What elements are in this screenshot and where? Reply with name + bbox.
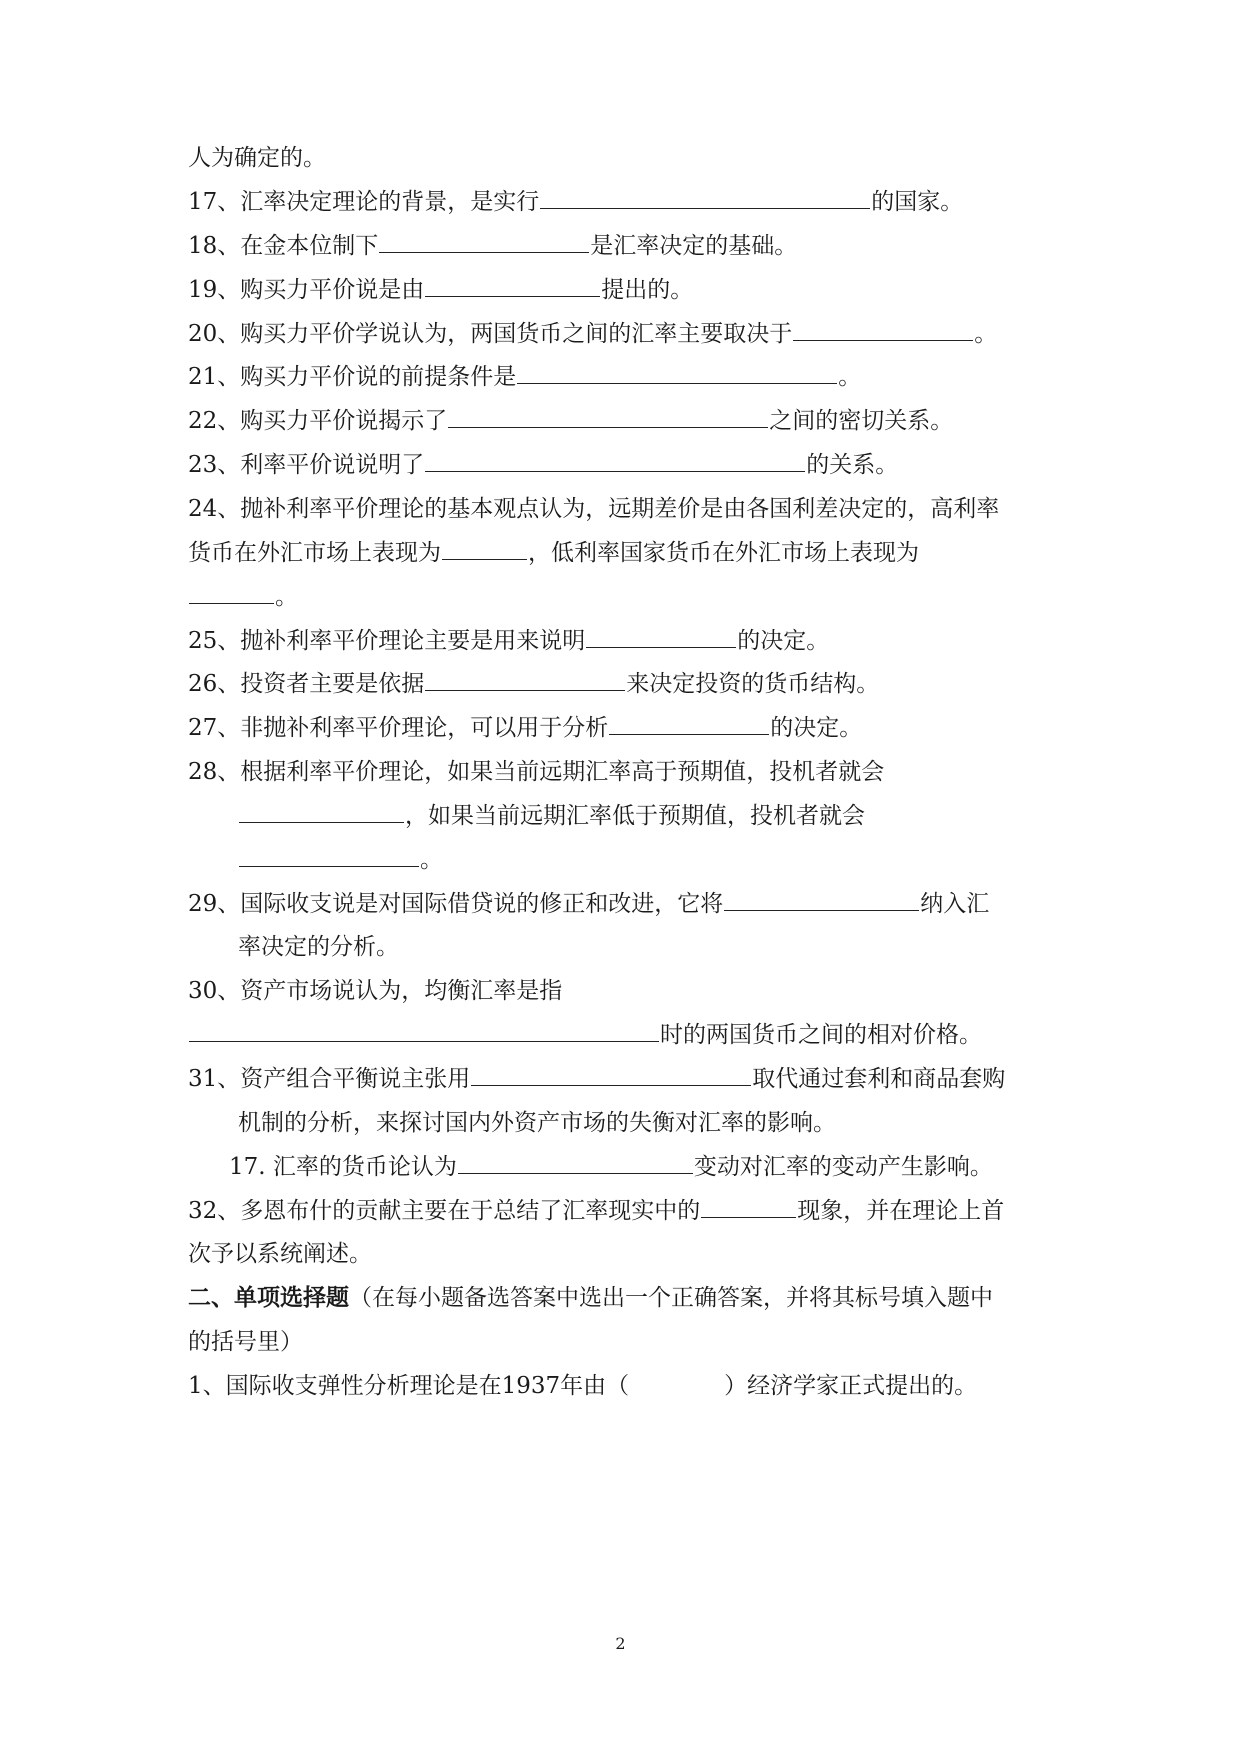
fill-blank-question-23: 23、利率平价说说明了 的关系。 [188, 452, 899, 478]
question-29-line-2: 率决定的分析。 [238, 934, 399, 960]
section-instruction-cont: 的括号里） [188, 1329, 303, 1355]
section-heading [188, 1283, 993, 1313]
question-31-line-2: 机制的分析，来探讨国内外资产市场的失衡对汇率的影响。 [238, 1110, 836, 1136]
question-31-line-1: 31、资产组合平衡说主张用 取代通过套利和商品套购 [188, 1066, 1006, 1092]
answer-blank[interactable] [425, 276, 600, 297]
question-28-line-3: 。 [238, 845, 443, 875]
answer-blank[interactable] [458, 1153, 693, 1174]
choice-question-1: 1、国际收支弹性分析理论是在1937年由（ ）经济学家正式提出的。 [188, 1373, 978, 1399]
fill-blank-question-17: 17、汇率决定理论的背景，是实行 的国家。 [188, 189, 964, 215]
answer-blank[interactable] [239, 846, 419, 867]
question-24-line-2: 货币在外汇市场上表现为 ，低利率国家货币在外汇市场上表现为 [188, 540, 919, 566]
answer-blank[interactable] [471, 1065, 751, 1086]
question-24-line-3: 。 [188, 582, 298, 612]
answer-blank[interactable] [586, 627, 736, 648]
question-24-line-1: 24、抛补利率平价理论的基本观点认为，远期差价是由各国利差决定的，高利率 [188, 496, 1000, 522]
fill-blank-question-26: 26、投资者主要是依据 来决定投资的货币结构。 [188, 671, 880, 697]
answer-blank[interactable] [189, 583, 274, 604]
answer-blank[interactable] [517, 363, 837, 384]
answer-blank[interactable] [540, 188, 870, 209]
fill-blank-question-20: 20、购买力平价学说认为，两国货币之间的汇率主要取决于 。 [188, 321, 998, 347]
answer-blank[interactable] [442, 539, 527, 560]
fill-blank-question-19: 19、购买力平价说是由 提出的。 [188, 277, 694, 303]
question-32-line-2: 次予以系统阐述。 [188, 1241, 372, 1267]
section-instruction: （在每小题备选答案中选出一个正确答案，并将其标号填入题中 [349, 1285, 993, 1311]
section-title: 二、单项选择题 [188, 1284, 349, 1311]
page-number: 2 [615, 1634, 626, 1653]
fill-blank-question-25: 25、抛补利率平价理论主要是用来说明 的决定。 [188, 628, 830, 654]
fill-blank-question-17-monetary: 17. 汇率的货币论认为 变动对汇率的变动产生影响。 [229, 1154, 993, 1180]
answer-blank[interactable] [724, 890, 919, 911]
answer-blank[interactable] [701, 1197, 796, 1218]
fill-blank-question-18: 18、在金本位制下 是汇率决定的基础。 [188, 233, 798, 259]
text-line: 人为确定的。 [188, 145, 326, 171]
answer-blank[interactable] [425, 670, 625, 691]
answer-blank[interactable] [239, 802, 404, 823]
fill-blank-question-22: 22、购买力平价说揭示了 之间的密切关系。 [188, 408, 954, 434]
question-28-line-2: ，如果当前远期汇率低于预期值，投机者就会 [238, 801, 865, 831]
answer-blank[interactable] [609, 714, 769, 735]
answer-blank[interactable] [793, 320, 973, 341]
question-28-line-1: 28、根据利率平价理论，如果当前远期汇率高于预期值，投机者就会 [188, 759, 885, 785]
answer-blank[interactable] [379, 232, 589, 253]
answer-blank[interactable] [425, 451, 805, 472]
question-29-line-1: 29、国际收支说是对国际借贷说的修正和改进，它将 纳入汇 [188, 891, 990, 917]
answer-blank[interactable] [448, 407, 768, 428]
question-32-line-1: 32、多恩布什的贡献主要在于总结了汇率现实中的 现象，并在理论上首 [188, 1198, 1005, 1224]
answer-blank[interactable] [189, 1021, 659, 1042]
fill-blank-question-21: 21、购买力平价说的前提条件是 。 [188, 364, 862, 390]
fill-blank-question-27: 27、非抛补利率平价理论，可以用于分析 的决定。 [188, 715, 863, 741]
question-30-line-1: 30、资产市场说认为，均衡汇率是指 [188, 978, 563, 1004]
question-30-line-2: 时的两国货币之间的相对价格。 [188, 1020, 982, 1050]
